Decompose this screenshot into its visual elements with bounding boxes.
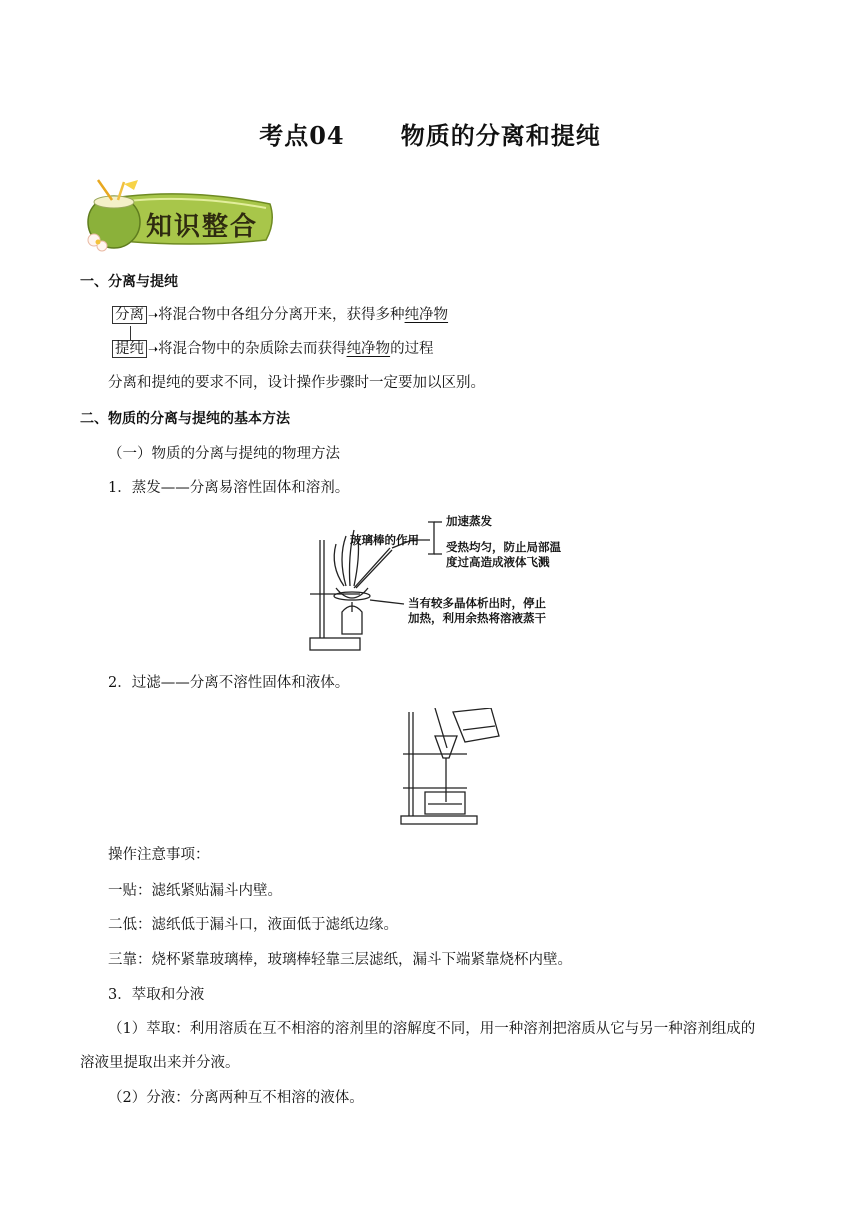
banner-title: 知识整合 xyxy=(146,212,259,242)
section1-note: 分离和提纯的要求不同，设计操作步骤时一定要加以区别。 xyxy=(108,375,485,391)
arrow-icon: ➝ xyxy=(148,308,159,322)
evaporation-title: 1．蒸发——分离易溶性固体和溶剂。 xyxy=(108,480,350,496)
bracket-line xyxy=(130,326,131,340)
label-speed-evaporation: 加速蒸发 xyxy=(446,514,492,528)
arrow-icon: ➝ xyxy=(148,342,159,356)
separation-liquid-para: （2）分液：分离两种互不相溶的液体。 xyxy=(108,1090,364,1106)
label-stop-heating-2: 加热，利用余热将溶液蒸干 xyxy=(408,611,546,625)
label-stop-heating-1: 当有较多晶体析出时，停止 xyxy=(408,596,546,610)
filtration-figure xyxy=(395,708,510,830)
section1-heading: 一、分离与提纯 xyxy=(80,274,178,290)
rod-label: 玻璃棒的作用 xyxy=(350,533,419,547)
extraction-para-line1: （1）萃取：利用溶质在互不相溶的溶剂里的溶解度不同，用一种溶剂把溶质从它与另一种溶剂组成的 xyxy=(108,1021,756,1037)
filtration-notes-title: 操作注意事项： xyxy=(108,847,210,863)
filtration-note-1: 一贴：滤纸紧贴漏斗内壁。 xyxy=(108,883,282,899)
extraction-title: 3．萃取和分液 xyxy=(108,987,205,1003)
filtration-note-3: 三靠：烧杯紧靠玻璃棒，玻璃棒轻靠三层滤纸，漏斗下端紧靠烧杯内壁。 xyxy=(108,952,572,968)
filtration-note-2: 二低：滤纸低于漏斗口，液面低于滤纸边缘。 xyxy=(108,917,398,933)
filtration-apparatus-icon xyxy=(395,708,510,830)
separation-definition: 分离 ➝将混合物中各组分分离开来，获得多种纯净物 xyxy=(112,305,448,325)
evaporation-apparatus-icon xyxy=(300,508,590,658)
separation-box: 分离 xyxy=(112,306,147,324)
purification-box: 提纯 xyxy=(112,340,147,358)
section2-subheading: （一）物质的分离与提纯的物理方法 xyxy=(108,446,340,462)
purification-definition: 提纯 ➝将混合物中的杂质除去而获得纯净物的过程 xyxy=(112,339,434,359)
extraction-para-line2: 溶液里提取出来并分液。 xyxy=(80,1055,240,1071)
page-title: 考点04 物质的分离和提纯 xyxy=(259,121,601,150)
label-uniform-heating-1: 受热均匀，防止局部温 xyxy=(446,540,561,554)
evaporation-figure xyxy=(300,508,590,658)
filtration-title: 2．过滤——分离不溶性固体和液体。 xyxy=(108,675,350,691)
section2-heading: 二、物质的分离与提纯的基本方法 xyxy=(80,411,290,427)
knowledge-banner xyxy=(80,178,280,258)
label-uniform-heating-2: 度过高造成液体飞溅 xyxy=(446,555,550,569)
